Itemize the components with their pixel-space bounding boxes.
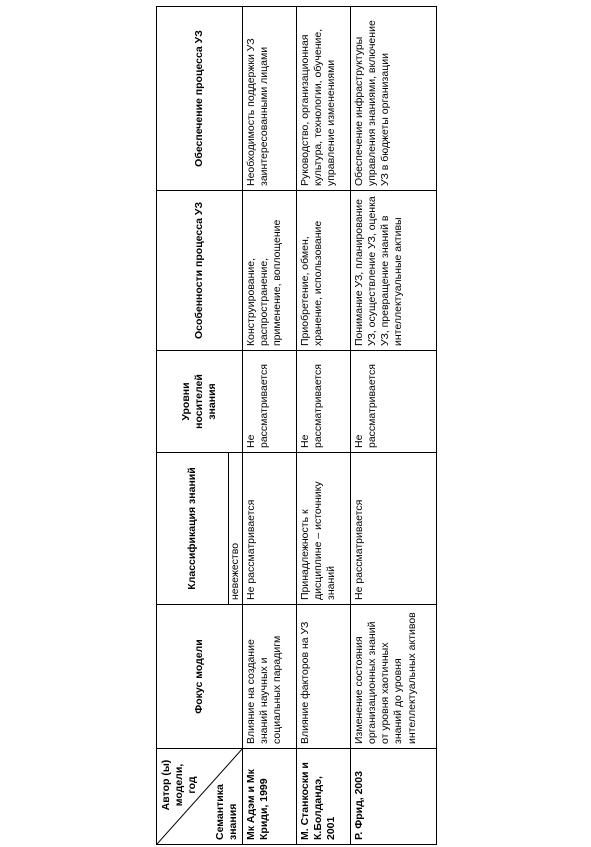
header-km-process-support: Обеспечение процесса УЗ — [157, 7, 243, 191]
table-cell: Руководство, организационная культура, технологии, обучение, управление изменениями — [297, 7, 351, 191]
table-cell: Изменение состояния организационных знаний от уровня хаотичных знаний до уровня интеллектуальных активов — [351, 605, 437, 749]
table-cell-author: Р. Фрид, 2003 — [351, 749, 437, 845]
table-row — [351, 7, 437, 845]
header-km-process-features: Особенности процесса УЗ — [157, 191, 243, 351]
corner-author-label: Автор (ы) модели, год — [160, 759, 199, 811]
table-cell: Принадлежность к дисциплине – источнику знаний — [297, 453, 351, 605]
header-knowledge-carrier-levels: Уровни носителей знания — [157, 351, 243, 453]
table-cell: Обеспечение инфраструктуры управления знаниями, включение УЗ в бюджеты организации — [351, 7, 437, 191]
table-cell: Приобретение, обмен, хранение, использование — [297, 191, 351, 351]
table-row — [243, 7, 297, 845]
table-cell: Не рассматривается — [297, 351, 351, 453]
header-knowledge-classification: Классификация знаний — [157, 453, 229, 605]
table-cell-author: Мк Адэм и Мк Криди, 1999 — [243, 749, 297, 845]
sub-row-cell: невежество — [229, 453, 243, 605]
table-cell: Необходимость поддержки УЗ заинтересованными лицами — [243, 7, 297, 191]
table-cell-author: М. Станкоски и К.Болдандэ, 2001 — [297, 749, 351, 845]
corner-header-cell — [157, 749, 243, 845]
table-cell: Не рассматривается — [351, 453, 437, 605]
table-row — [297, 7, 351, 845]
table-cell: Влияние факторов на УЗ — [297, 605, 351, 749]
table-cell: Влияние на создание знаний научных и социальных парадигм — [243, 605, 297, 749]
corner-semantics-label: Семантика знания — [213, 784, 239, 840]
table-cell: Не рассматривается — [243, 351, 297, 453]
knowledge-models-table — [156, 6, 437, 845]
header-row — [157, 7, 229, 845]
table-cell: Понимание УЗ, планирование УЗ, осуществление УЗ, оценка УЗ, превращение знаний в интеллектуальные активы — [351, 191, 437, 351]
table-cell: Конструирование, распространение, применение, воплощение — [243, 191, 297, 351]
table-cell: Не рассматривается — [351, 351, 437, 453]
table-cell: Не рассматривается — [243, 453, 297, 605]
header-model-focus: Фокус модели — [157, 605, 243, 749]
